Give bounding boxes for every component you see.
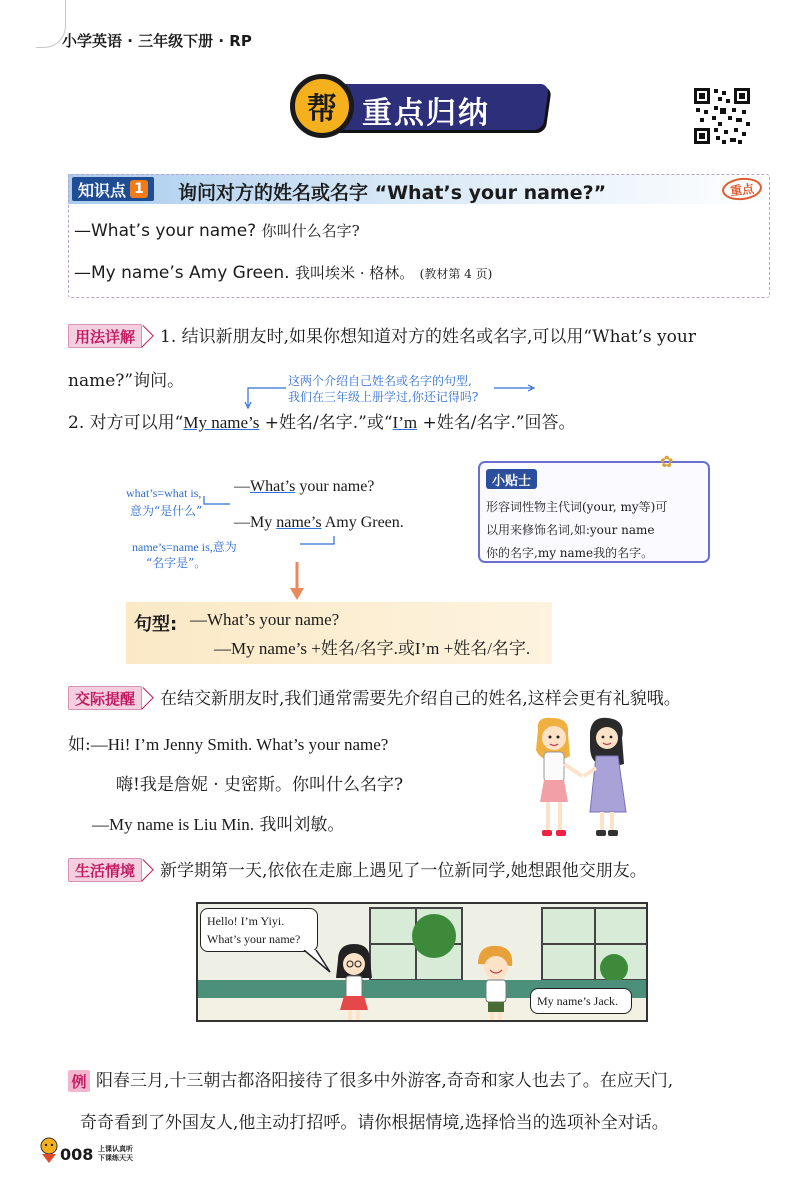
- knowledge-line-2-en: —My name’s Amy Green.: [74, 263, 290, 283]
- down-arrow-icon: [288, 562, 306, 602]
- diagram-question-rest: your name?: [299, 478, 375, 495]
- social-example-2-en: —My name is Liu Min.: [92, 815, 254, 834]
- mascot-icon: [38, 1136, 60, 1164]
- banner-badge: 帮: [290, 74, 354, 138]
- usage-p2-pattern-a: My name’s: [183, 413, 260, 432]
- knowledge-line-1: [74, 220, 360, 241]
- key-point-stamp: 重点: [721, 176, 763, 202]
- usage-p2-pre: 2. 对方可以用“: [68, 413, 184, 433]
- knowledge-line-2: [74, 262, 492, 283]
- diagram-question-dash: —: [234, 478, 250, 495]
- diagram-question-whats: What’s: [250, 478, 296, 495]
- diagram-answer-pre: —My: [234, 514, 273, 531]
- diagram-note-1b: 意为“是什么”: [130, 504, 203, 518]
- pattern-label: 句型:: [134, 614, 178, 635]
- usage-note-line-1: 这两个介绍自己姓名或名字的句型,: [288, 374, 472, 388]
- diagram-answer-names: name’s: [276, 514, 322, 531]
- diagram-note-1a: what’s=what is,: [126, 486, 202, 500]
- qr-code-icon[interactable]: [692, 86, 752, 146]
- usage-paragraph-2: [68, 410, 576, 436]
- knowledge-line-1-cn: 你叫什么名字?: [261, 222, 360, 240]
- diagram-note-2b: “名字是”。: [146, 556, 207, 570]
- usage-paragraph-1b: name?”询问。: [68, 371, 185, 391]
- usage-chip: 用法详解: [68, 324, 142, 348]
- example-line-1: 阳春三月,十三朝古都洛阳接待了很多中外游客,奇奇和家人也去了。在应天门,: [96, 1071, 674, 1091]
- girls-handshake-illustration: [530, 716, 640, 844]
- knowledge-tag-label: 知识点: [78, 180, 127, 200]
- knowledge-line-2-cn: 我叫埃米 · 格林。: [294, 264, 415, 282]
- speech-bubble-yiyi-line-1: Hello! I’m Yiyi.: [207, 914, 285, 928]
- speech-tail-yiyi: [298, 950, 338, 974]
- usage-paragraph-1a: 1. 结识新朋友时,如果你想知道对方的姓名或名字,可以用“What’s your: [160, 327, 696, 347]
- speech-bubble-yiyi: [200, 908, 318, 952]
- banner-title: 重点归纳: [362, 96, 490, 131]
- diagram-answer-rest: Amy Green.: [324, 514, 404, 531]
- pattern-line-2: —My name’s +姓名/名字.或I’m +姓名/名字.: [214, 639, 531, 658]
- usage-p2-end: +姓名/名字.”回答。: [422, 413, 576, 433]
- speech-bubble-jack: My name’s Jack.: [530, 988, 632, 1014]
- page-number: 008: [60, 1145, 94, 1164]
- tip-text-line-3: 你的名字,my name我的名字。: [486, 546, 654, 560]
- social-example-2-cn: 我叫刘敏。: [259, 815, 345, 835]
- pattern-line-1: —What’s your name?: [190, 610, 340, 629]
- usage-p2-pattern-b: I’m: [392, 413, 418, 432]
- knowledge-tag: [72, 177, 154, 201]
- usage-note-line-2: 我们在三年级上册学过,你还记得吗?: [288, 390, 479, 404]
- life-chip: 生活情境: [68, 858, 142, 882]
- diagram-note-2a: name’s=name is,意为: [132, 540, 237, 554]
- tip-tag: 小贴士: [486, 469, 537, 489]
- footer-slogan: [98, 1145, 133, 1163]
- social-example-1: [68, 732, 388, 758]
- knowledge-number: 1: [130, 180, 148, 198]
- social-example-label: 如:: [68, 735, 91, 755]
- knowledge-line-1-en: —What’s your name?: [74, 221, 257, 241]
- running-head: 小学英语 · 三年级下册 · RP: [62, 32, 252, 50]
- speech-bubble-yiyi-line-2: What’s your name?: [207, 932, 301, 946]
- social-example-2: [92, 812, 344, 838]
- tip-text-line-2: 以用来修饰名词,如:your name: [486, 523, 655, 537]
- tip-text: [486, 496, 704, 565]
- social-example-1-cn: 嗨!我是詹妮 · 史密斯。你叫什么名字?: [116, 775, 404, 795]
- knowledge-title: 询问对方的姓名或名字 “What’s your name?”: [178, 182, 607, 204]
- tip-text-line-1: 形容词性物主代词(your, my等)可: [486, 500, 668, 514]
- example-label: 例: [68, 1070, 90, 1092]
- sparkle-icon: ✿: [660, 452, 674, 471]
- example-line-2: 奇奇看到了外国友人,他主动打招呼。请你根据情境,选择恰当的选项补全对话。: [80, 1113, 669, 1133]
- social-example-1-en: —Hi! I’m Jenny Smith. What’s your name?: [90, 735, 389, 754]
- footer-slogan-2: 下课练天天: [98, 1154, 133, 1162]
- social-text: 在结交新朋友时,我们通常需要先介绍自己的姓名,这样会更有礼貌哦。: [160, 689, 681, 709]
- life-text: 新学期第一天,依依在走廊上遇见了一位新同学,她想跟他交朋友。: [160, 861, 647, 881]
- footer-slogan-1: 上课认真听: [98, 1145, 133, 1153]
- usage-p2-mid: +姓名/名字.”或“: [264, 413, 393, 433]
- section-banner: [290, 74, 546, 138]
- social-chip: 交际提醒: [68, 686, 142, 710]
- knowledge-line-2-source: (教材第 4 页): [419, 267, 493, 281]
